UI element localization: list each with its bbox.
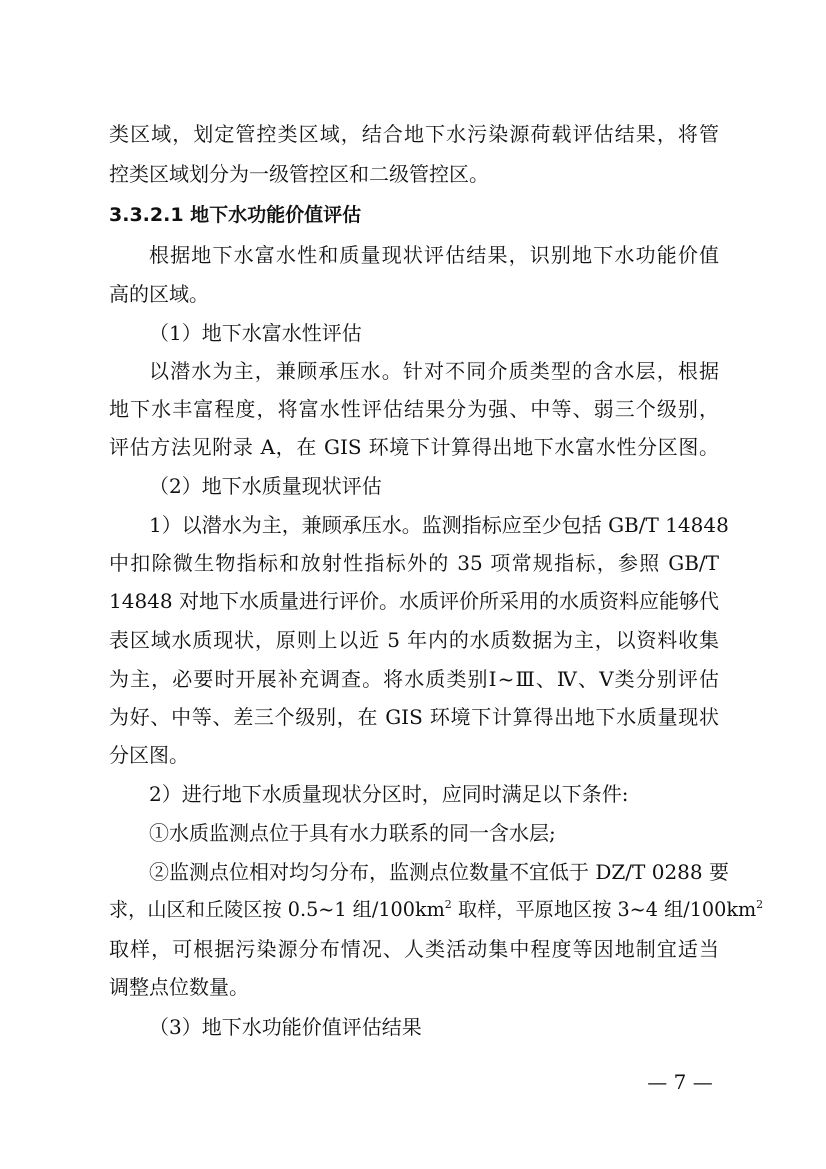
paragraph-line: 评估方法见附录 A，在 GIS 环境下计算得出地下水富水性分区图。 — [109, 435, 719, 459]
paragraph-line: 中扣除微生物指标和放射性指标外的 35 项常规指标，参照 GB/T — [109, 551, 719, 575]
subsection-heading: （3）地下水功能价值评估结果 — [149, 1015, 422, 1039]
paragraph-line: ①水质监测点位于具有水力联系的同一含水层; — [149, 821, 556, 845]
paragraph-line — [109, 897, 764, 923]
paragraph-line: 分区图。 — [109, 743, 189, 767]
text-segment: 取样，平原地区按 3~4 组/100km — [451, 898, 757, 921]
paragraph-line: 地下水丰富程度，将富水性评估结果分为强、中等、弱三个级别， — [109, 397, 719, 421]
paragraph-line: 根据地下水富水性和质量现状评估结果，识别地下水功能价值 — [149, 243, 719, 267]
paragraph-line: 控类区域划分为一级管控区和二级管控区。 — [109, 162, 489, 186]
paragraph-line: 表区域水质现状，原则上以近 5 年内的水质数据为主，以资料收集 — [109, 628, 719, 652]
paragraph-line: 高的区域。 — [109, 282, 209, 306]
paragraph-line: 为好、中等、差三个级别，在 GIS 环境下计算得出地下水质量现状 — [109, 705, 719, 729]
text-segment: 求，山区和丘陵区按 0.5~1 组/100km — [109, 898, 445, 921]
paragraph-line: 类区域，划定管控类区域，结合地下水污染源荷载评估结果，将管 — [109, 122, 719, 146]
paragraph-line: ②监测点位相对均匀分布，监测点位数量不宜低于 DZ/T 0288 要 — [149, 860, 729, 884]
paragraph-line: 2）进行地下水质量现状分区时，应同时满足以下条件: — [149, 782, 629, 806]
section-heading: 3.3.2.1 地下水功能价值评估 — [109, 204, 362, 226]
paragraph-line: 14848 对地下水质量进行评价。水质评价所采用的水质资料应能够代 — [109, 589, 719, 613]
paragraph-line: 调整点位数量。 — [109, 975, 249, 999]
paragraph-line: 1）以潜水为主，兼顾承压水。监测指标应至少包括 GB/T 14848 — [149, 513, 729, 537]
subsection-heading: （2）地下水质量现状评估 — [149, 474, 382, 498]
paragraph-line: 以潜水为主，兼顾承压水。针对不同介质类型的含水层，根据 — [149, 359, 719, 383]
paragraph-line: 为主，必要时开展补充调查。将水质类别Ⅰ~Ⅲ、Ⅳ、Ⅴ类分别评估 — [109, 667, 719, 691]
paragraph-line: 取样，可根据污染源分布情况、人类活动集中程度等因地制宜适当 — [109, 937, 719, 961]
page-number: — 7 — — [647, 1070, 713, 1094]
superscript: 2 — [756, 898, 764, 911]
superscript: 2 — [444, 898, 452, 911]
subsection-heading: （1）地下水富水性评估 — [149, 321, 362, 345]
